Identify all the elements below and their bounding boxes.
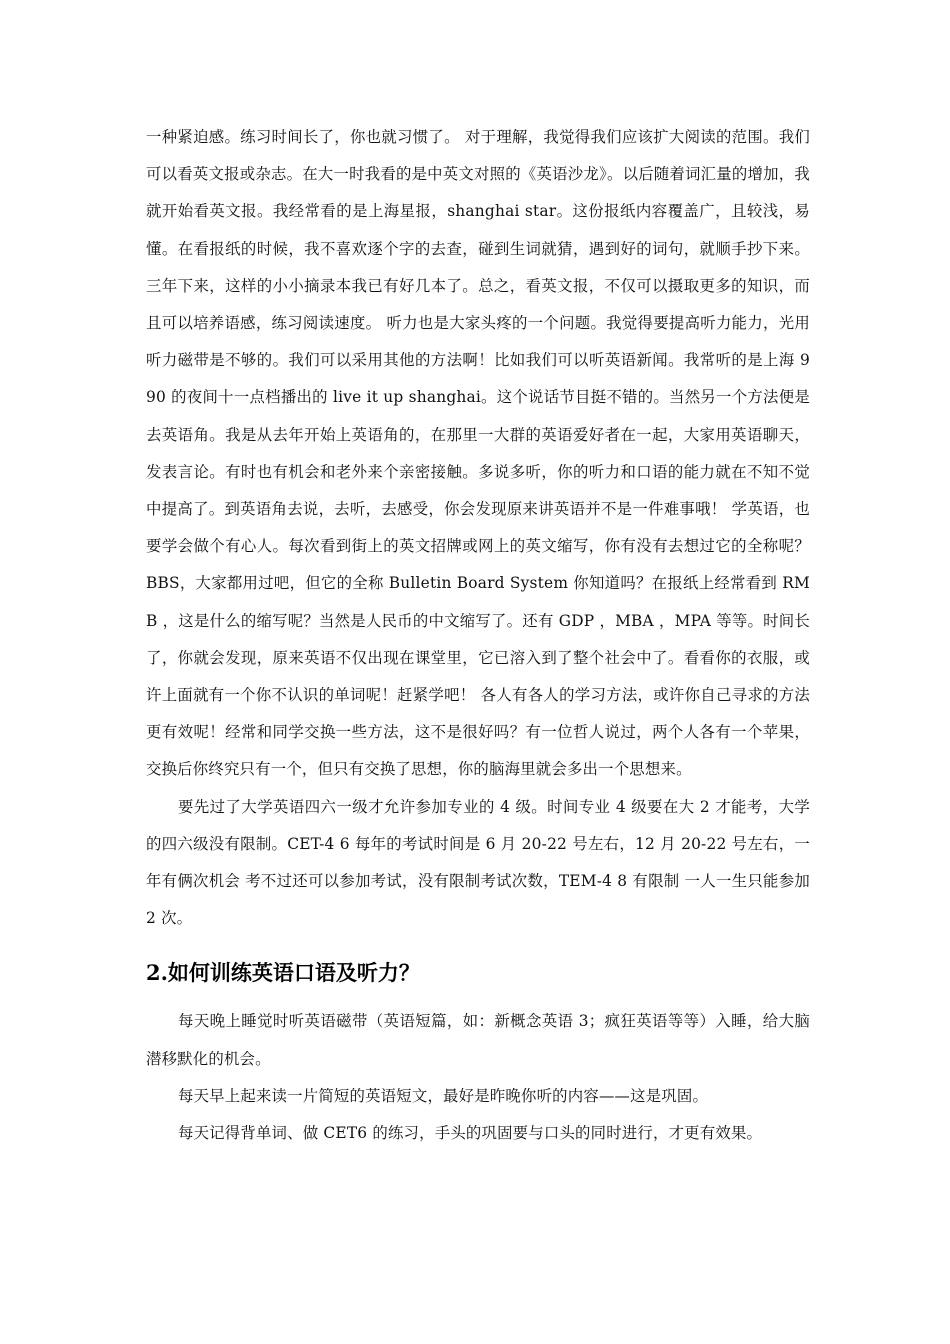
document-body bbox=[146, 119, 810, 1152]
section-heading: 2.如何训练英语口语及听力？ bbox=[146, 960, 420, 986]
paragraph-exam-rules: 要先过了大学英语四六一级才允许参加专业的 4 级。时间专业 4 级要在大 2 才能考，大学的四六级没有限制。CET-4 6 每年的考试时间是 6 月 20-22 号左右，12 月 20-22 号左右，一年有俩次机会 考不过还可以参加考试，没有限制考试次数，TEM-4 8 有限制 一人一生只能参加 2 次。 bbox=[146, 797, 810, 928]
paragraph-reading-listening-tips: 一种紧迫感。练习时间长了，你也就习惯了。 对于理解，我觉得我们应该扩大阅读的范围。我们可以看英文报或杂志。在大一时我看的是中英文对照的《英语沙龙》。以后随着词汇量的增加，我就开始看英文报。我经常看的是上海星报，shanghai star。这份报纸内容覆盖广，且较浅，易懂。在看报纸的时候，我不喜欢逐个字的去查，碰到生词就猜，遇到好的词句，就顺手抄下来。三年下来，这样的小小摘录本我已有好几本了。总之，看英文报，不仅可以摄取更多的知识，而且可以培养语感，练习阅读速度。 听力也是大家头疼的一个问题。我觉得要提高听力能力，光用听力磁带是不够的。我们可以采用其他的方法啊！比如我们可以听英语新闻。我常听的是上海 990 的夜间十一点档播出的 live it up shanghai。这个说话节目挺不错的。当然另一个方法便是去英语角。我是从去年开始上英语角的，在那里一大群的英语爱好者在一起，大家用英语聊天，发表言论。有时也有机会和老外来个亲密接触。多说多听，你的听力和口语的能力就在不知不觉中提高了。到英语角去说，去听，去感受，你会发现原来讲英语并不是一件难事哦！ 学英语，也要学会做个有心人。每次看到街上的英文招牌或网上的英文缩写，你有没有去想过它的全称呢？BBS，大家都用过吧，但它的全称 Bulletin Board System 你知道吗？在报纸上经常看到 RMB ，这是什么的缩写呢？当然是人民币的中文缩写了。还有 GDP ，MBA ，MPA 等等。时间长了，你就会发现，原来英语不仅出现在课堂里，它已溶入到了整个社会中了。看看你的衣服，或许上面就有一个你不认识的单词呢！赶紧学吧！ 各人有各人的学习方法，或许你自己寻求的方法更有效呢！经常和同学交换一些方法，这不是很好吗？有一位哲人说过，两个人各有一个苹果，交换后你终究只有一个，但只有交换了思想，你的脑海里就会多出一个思想来。 bbox=[146, 128, 810, 779]
paragraph-vocabulary-practice: 每天记得背单词、做 CET6 的练习，手头的巩固要与口头的同时进行，才更有效果。 bbox=[178, 1124, 763, 1143]
paragraph-morning-reading: 每天早上起来读一片简短的英语短文，最好是昨晚你听的内容——这是巩固。 bbox=[178, 1086, 709, 1105]
paragraph-night-listening: 每天晚上睡觉时听英语磁带（英语短篇，如：新概念英语 3；疯狂英语等等）入睡，给大脑潜移默化的机会。 bbox=[146, 1012, 810, 1068]
